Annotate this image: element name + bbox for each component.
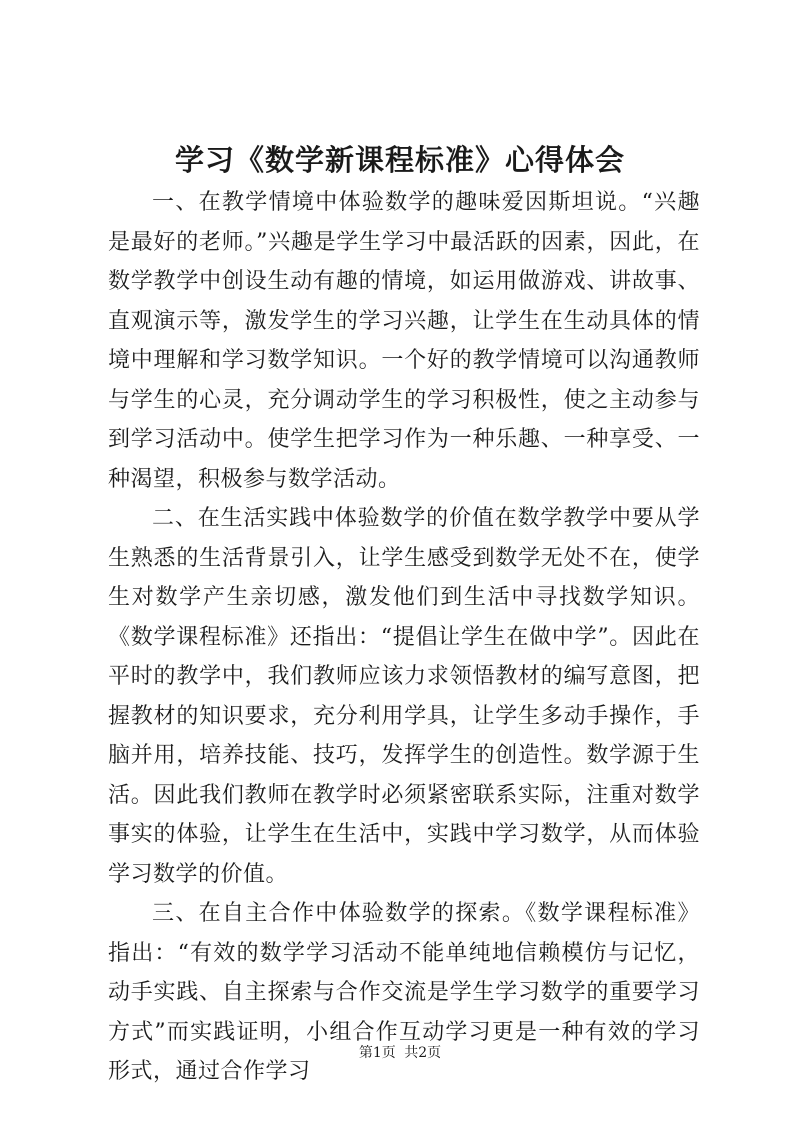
paragraph-3: 三、在自主合作中体验数学的探索。《数学课程标准》指出：“有效的数学学习活动不能单纯地信赖模仿与记忆，动手实践、自主探索与合作交流是学生学习数学的重要学习方式”而实践证明，小组合作互动学习更是一种有效的学习形式，通过合作学习: [108, 901, 700, 1084]
paragraph-1: 一、在教学情境中体验数学的趣味爱因斯坦说。“兴趣是最好的老师。”兴趣是学生学习中最活跃的因素，因此，在数学教学中创设生动有趣的情境，如运用做游戏、讲故事、直观演示等，激发学生的学习兴趣，让学生在生动具体的情境中理解和学习数学知识。一个好的教学情境可以沟通教师与学生的心灵，充分调动学生的学习积极性，使之主动参与到学习活动中。使学生把学习作为一种乐趣、一种享受、一种渴望，积极参与数学活动。: [108, 190, 700, 492]
page-footer: [0, 1043, 800, 1063]
page-total: 共2页: [404, 1045, 442, 1061]
document-body: [108, 183, 700, 1092]
document-title: 学习《数学新课程标准》心得体会: [174, 143, 625, 177]
paragraph-2: 二、在生活实践中体验数学的价值在数学教学中要从学生熟悉的生活背景引入，让学生感受到数学无处不在，使学生对数学产生亲切感，激发他们到生活中寻找数学知识。《数学课程标准》还指出：“提倡让学生在做中学”。因此在平时的教学中，我们教师应该力求领悟教材的编写意图，把握教材的知识要求，充分利用学具，让学生多动手操作，手脑并用，培养技能、技巧，发挥学生的创造性。数学源于生活。因此我们教师在教学时必须紧密联系实际，注重对数学事实的体验，让学生在生活中，实践中学习数学，从而体验学习数学的价值。: [108, 506, 700, 887]
page-number: 第1页: [358, 1045, 396, 1061]
